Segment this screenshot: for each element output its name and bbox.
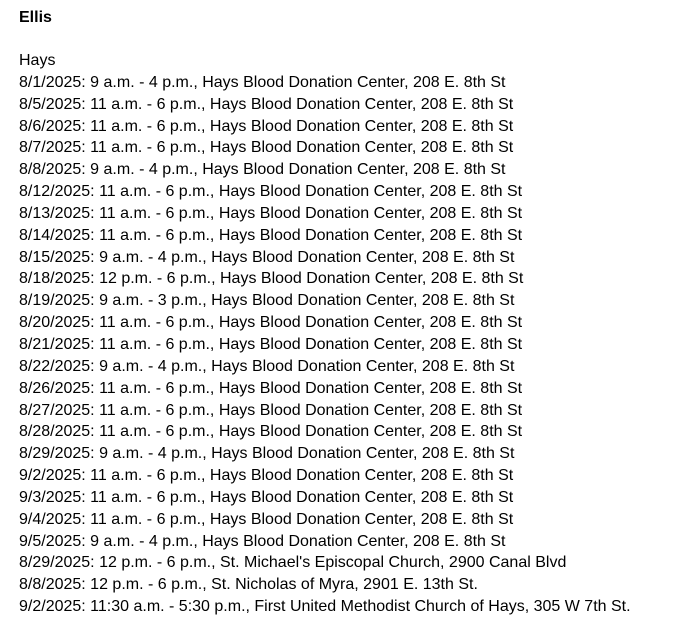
event-entry: 9/4/2025: 11 a.m. - 6 p.m., Hays Blood Donation Center, 208 E. 8th St: [19, 510, 514, 528]
event-entry: 8/8/2025: 12 p.m. - 6 p.m., St. Nicholas of Myra, 2901 E. 13th St.: [19, 576, 478, 594]
event-entry: 8/20/2025: 11 a.m. - 6 p.m., Hays Blood Donation Center, 208 E. 8th St: [19, 314, 523, 332]
event-entry: 8/6/2025: 11 a.m. - 6 p.m., Hays Blood Donation Center, 208 E. 8th St: [19, 117, 514, 135]
event-entry: 8/14/2025: 11 a.m. - 6 p.m., Hays Blood Donation Center, 208 E. 8th St: [19, 226, 523, 244]
event-entry: 8/28/2025: 11 a.m. - 6 p.m., Hays Blood Donation Center, 208 E. 8th St: [19, 423, 523, 441]
event-entry: 8/27/2025: 11 a.m. - 6 p.m., Hays Blood Donation Center, 208 E. 8th St: [19, 401, 523, 419]
blank-line: [19, 28, 694, 50]
event-entry: 8/8/2025: 9 a.m. - 4 p.m., Hays Blood Donation Center, 208 E. 8th St: [19, 161, 506, 179]
event-entry: 8/29/2025: 9 a.m. - 4 p.m., Hays Blood Donation Center, 208 E. 8th St: [19, 445, 515, 463]
city-heading: Hays: [19, 52, 56, 69]
event-entry: 8/13/2025: 11 a.m. - 6 p.m., Hays Blood Donation Center, 208 E. 8th St: [19, 204, 523, 222]
event-entry: 9/3/2025: 11 a.m. - 6 p.m., Hays Blood Donation Center, 208 E. 8th St: [19, 488, 514, 506]
event-entry: 8/1/2025: 9 a.m. - 4 p.m., Hays Blood Donation Center, 208 E. 8th St: [19, 73, 506, 91]
event-list: [19, 72, 694, 618]
event-entry: 8/29/2025: 12 p.m. - 6 p.m., St. Michael's Episcopal Church, 2900 Canal Blvd: [19, 554, 567, 572]
event-entry: 8/12/2025: 11 a.m. - 6 p.m., Hays Blood Donation Center, 208 E. 8th St: [19, 183, 523, 201]
event-entry: 8/19/2025: 9 a.m. - 3 p.m., Hays Blood Donation Center, 208 E. 8th St: [19, 292, 515, 310]
event-entry: 8/26/2025: 11 a.m. - 6 p.m., Hays Blood Donation Center, 208 E. 8th St: [19, 379, 523, 397]
event-entry: 8/21/2025: 11 a.m. - 6 p.m., Hays Blood Donation Center, 208 E. 8th St: [19, 335, 523, 353]
event-entry: 9/2/2025: 11:30 a.m. - 5:30 p.m., First United Methodist Church of Hays, 305 W 7th St.: [19, 598, 631, 616]
county-heading: Ellis: [19, 9, 52, 26]
document-body: [19, 7, 694, 618]
event-entry: 8/22/2025: 9 a.m. - 4 p.m., Hays Blood Donation Center, 208 E. 8th St: [19, 357, 515, 375]
event-entry: 9/2/2025: 11 a.m. - 6 p.m., Hays Blood Donation Center, 208 E. 8th St: [19, 467, 514, 485]
event-entry: 8/5/2025: 11 a.m. - 6 p.m., Hays Blood Donation Center, 208 E. 8th St: [19, 95, 514, 113]
event-entry: 8/18/2025: 12 p.m. - 6 p.m., Hays Blood Donation Center, 208 E. 8th St: [19, 270, 524, 288]
event-entry: 8/15/2025: 9 a.m. - 4 p.m., Hays Blood Donation Center, 208 E. 8th St: [19, 248, 515, 266]
event-entry: 9/5/2025: 9 a.m. - 4 p.m., Hays Blood Donation Center, 208 E. 8th St: [19, 532, 506, 550]
event-entry: 8/7/2025: 11 a.m. - 6 p.m., Hays Blood Donation Center, 208 E. 8th St: [19, 139, 514, 157]
